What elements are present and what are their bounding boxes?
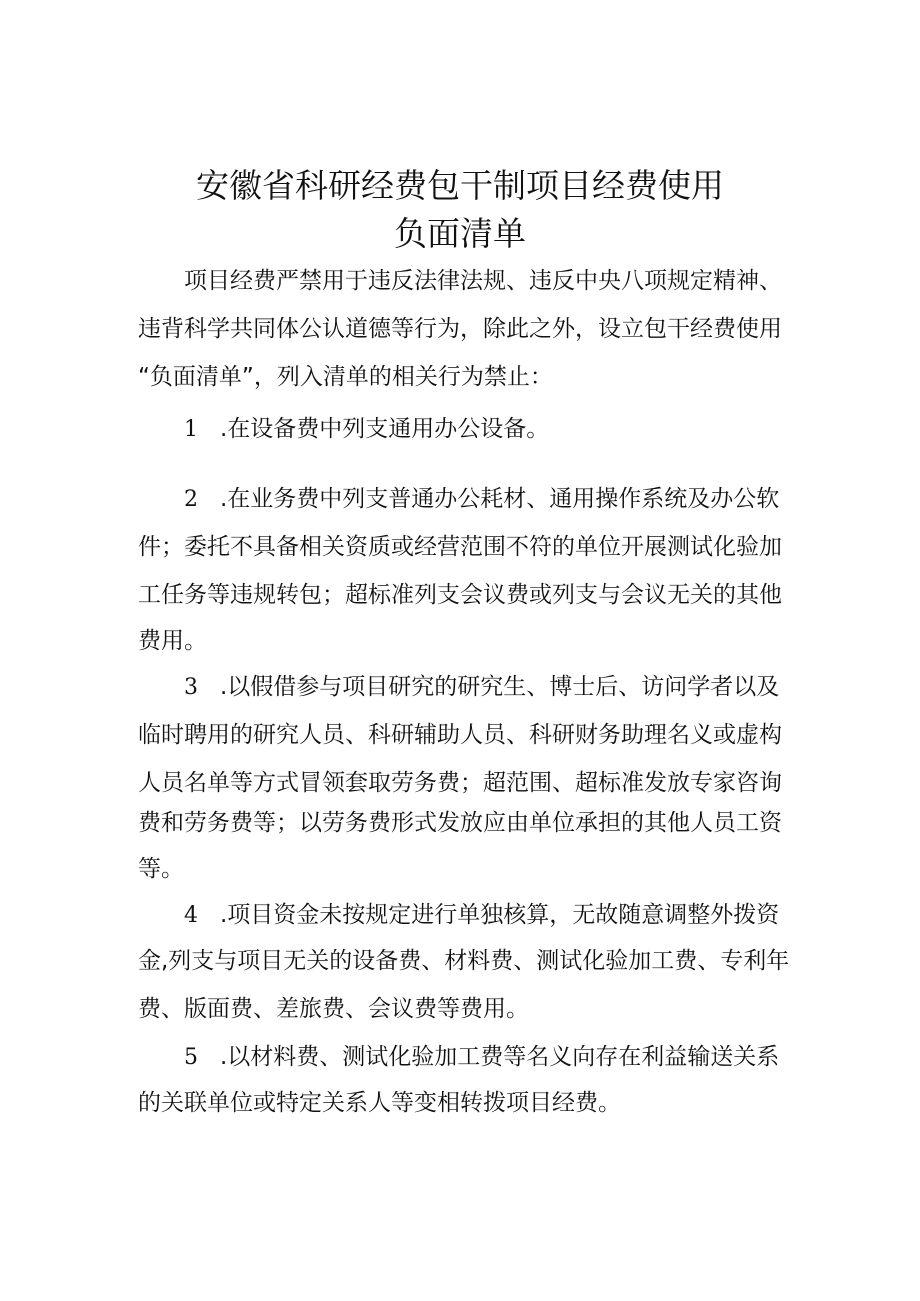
document-title-line-1: 安徽省科研经费包干制项目经费使用 [196, 166, 724, 205]
item-4-line-3: 费、版面费、差旅费、会议费等费用。 [138, 996, 529, 1022]
item-1-line-1 [184, 414, 844, 445]
item-text: .在业务费中列支普通办公耗材、通用操作系统及办公软 [219, 486, 780, 512]
intro-line-1: 项目经费严禁用于违反法律法规、违反中央八项规定精神、 [184, 268, 782, 294]
item-text: .在设备费中列支通用办公设备。 [219, 416, 550, 442]
item-number: 5 [184, 1045, 198, 1070]
item-2-line-1 [184, 484, 844, 515]
item-5-line-2: 的关联单位或特定关系人等变相转拨项目经费。 [138, 1090, 621, 1116]
item-5-line-1 [184, 1042, 844, 1073]
item-number: 2 [184, 487, 198, 512]
item-4-line-1 [184, 900, 844, 931]
item-text: .项目资金未按规定进行单独核算，无故随意调整外拨资 [219, 902, 780, 928]
item-2-line-2: 件；委托不具备相关资质或经营范围不符的单位开展测试化验加 [138, 534, 782, 560]
item-number: 3 [184, 675, 198, 700]
item-3-line-4: 费和劳务费等；以劳务费形式发放应由单位承担的其他人员工资 [138, 810, 782, 836]
item-number: 1 [184, 417, 198, 442]
item-3-line-5: 等。 [138, 856, 184, 882]
item-4-line-2: 金,列支与项目无关的设备费、材料费、测试化验加工费、专利年 [138, 948, 790, 974]
item-text: .以材料费、测试化验加工费等名义向存在利益输送关系 [219, 1044, 780, 1070]
item-number: 4 [184, 903, 198, 928]
intro-line-3: “负面清单”，列入清单的相关行为禁止： [138, 364, 553, 390]
item-2-line-3: 工任务等违规转包；超标准列支会议费或列支与会议无关的其他 [138, 582, 782, 608]
document-title-line-2: 负面清单 [394, 214, 526, 253]
item-3-line-2: 临时聘用的研究人员、科研辅助人员、科研财务助理名义或虚构 [138, 722, 782, 748]
item-2-line-4: 费用。 [138, 628, 207, 654]
item-text: .以假借参与项目研究的研究生、博士后、访问学者以及 [219, 674, 780, 700]
item-3-line-3: 人员名单等方式冒领套取劳务费；超范围、超标准发放专家咨询 [138, 770, 782, 796]
item-3-line-1 [184, 672, 844, 703]
intro-line-2: 违背科学共同体公认道德等行为，除此之外，设立包干经费使用 [138, 316, 782, 342]
